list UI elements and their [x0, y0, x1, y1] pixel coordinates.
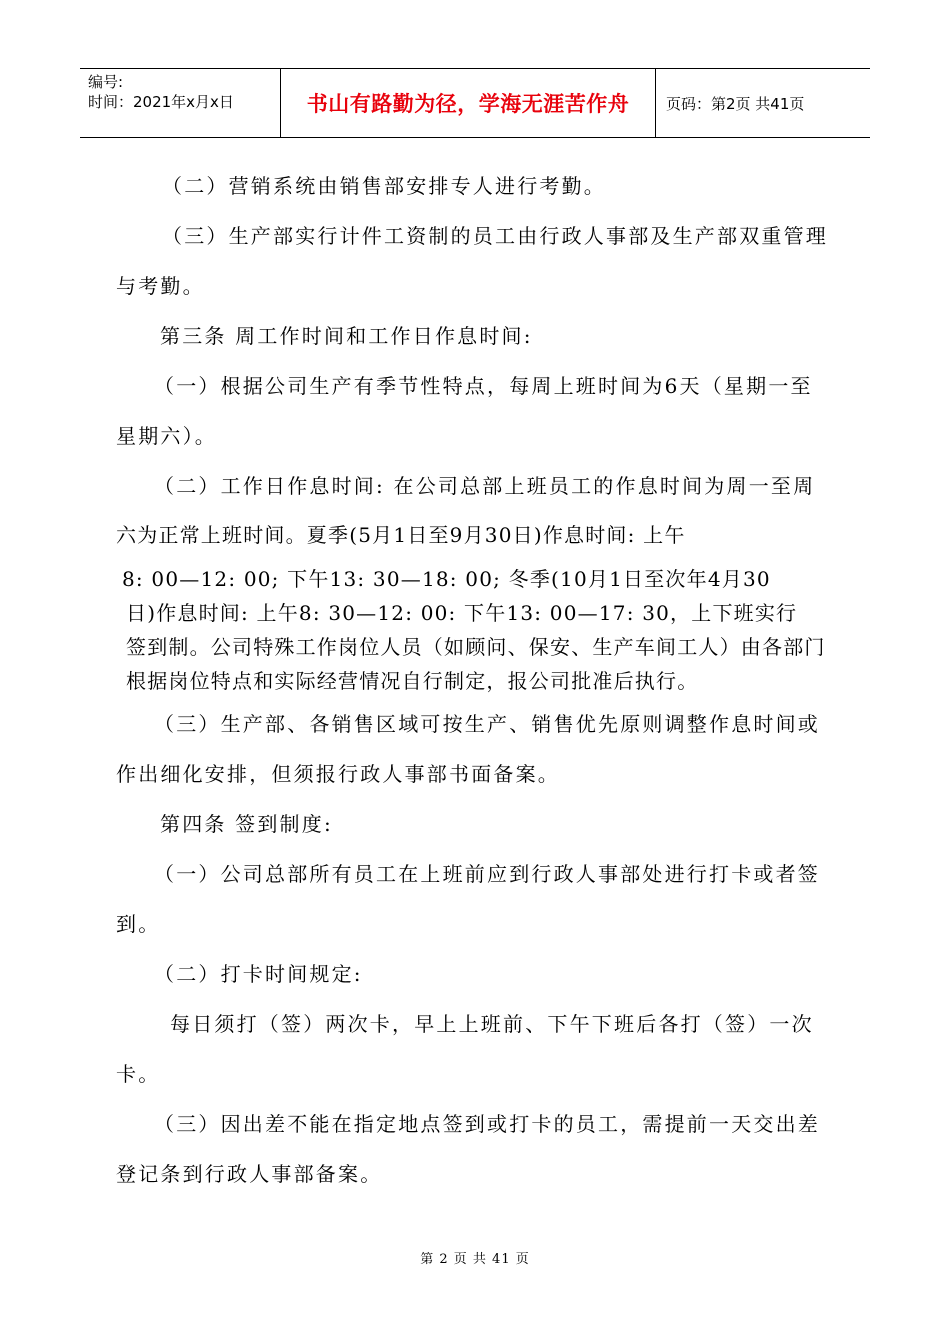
body-line: （一）公司总部所有员工在上班前应到行政人事部处进行打卡或者签 — [154, 862, 820, 886]
header-info-cell — [80, 69, 281, 137]
header-motto-cell — [281, 69, 656, 137]
body-line: 作出细化安排，但须报行政人事部书面备案。 — [116, 762, 560, 786]
body-line: 日)作息时间: 上午8: 30—12: 00: 下午13: 00—17: 30，上下班实行 — [126, 601, 798, 625]
header-page-code: 页码：第2页 共41页 — [666, 94, 805, 113]
body-line: （二）工作日作息时间: 在公司总部上班员工的作息时间为周一至周 — [154, 474, 816, 498]
body-line: 卡。 — [116, 1062, 161, 1086]
document-header — [80, 68, 870, 138]
header-motto: 书山有路勤为径，学海无涯苦作舟 — [306, 92, 630, 116]
body-line: 8: 00—12: 00; 下午13: 30—18: 00; 冬季(10月1日至次年4月30 — [122, 567, 771, 591]
body-line: 登记条到行政人事部备案。 — [116, 1162, 383, 1186]
body-line: 与考勤。 — [116, 274, 205, 298]
body-line: （二）营销系统由销售部安排专人进行考勤。 — [162, 174, 606, 198]
body-line: 根据岗位特点和实际经营情况自行制定，报公司批准后执行。 — [126, 669, 699, 693]
body-line: （三）生产部、各销售区域可按生产、销售优先原则调整作息时间或 — [154, 712, 820, 736]
document-number-label: 编号: — [88, 73, 124, 91]
body-line: 签到制。公司特殊工作岗位人员（如顾问、保安、生产车间工人）由各部门 — [126, 635, 826, 659]
body-line: （二）打卡时间规定: — [154, 962, 363, 986]
body-line: （三）生产部实行计件工资制的员工由行政人事部及生产部双重管理 — [162, 224, 828, 248]
body-line: （三）因出差不能在指定地点签到或打卡的员工，需提前一天交出差 — [154, 1112, 820, 1136]
page-footer: 第 2 页 共 41 页 — [420, 1252, 530, 1267]
body-line: 六为正常上班时间。夏季(5月1日至9月30日)作息时间: 上午 — [116, 523, 686, 547]
article-heading: 第四条 签到制度: — [160, 812, 333, 836]
body-line: （一）根据公司生产有季节性特点，每周上班时间为6天（星期一至 — [154, 374, 813, 398]
body-line: 每日须打（签）两次卡，早上上班前、下午下班后各打（签）一次 — [170, 1012, 814, 1036]
header-page-cell — [656, 69, 870, 137]
body-line: 星期六）。 — [116, 424, 217, 448]
article-heading: 第三条 周工作时间和工作日作息时间: — [160, 324, 533, 348]
body-line: 到。 — [116, 912, 161, 936]
document-date-label: 时间：2021年x月x日 — [88, 93, 234, 111]
